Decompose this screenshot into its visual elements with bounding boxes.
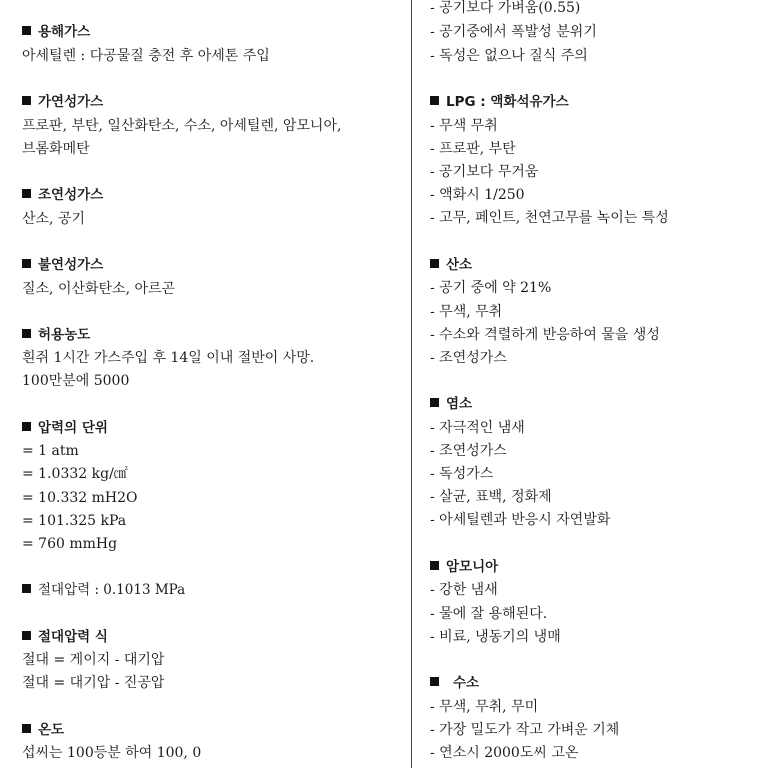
section-heading-dissolved-gas: 용해가스 — [22, 22, 90, 42]
section-line: - 공기보다 가벼움(0.55) — [430, 0, 581, 16]
square-bullet-icon — [430, 96, 439, 105]
section-line: = 1.0332 kg/㎠ — [22, 466, 128, 482]
section-line: 섭씨는 100등분 하여 100, 0 — [22, 745, 202, 761]
section-line: - 프로판, 부탄 — [430, 141, 516, 157]
square-bullet-icon — [430, 398, 439, 407]
section-line: 아세틸렌 : 다공물질 충전 후 아세톤 주입 — [22, 48, 270, 64]
square-bullet-icon — [22, 26, 31, 35]
section-heading-lpg: LPG : 액화석유가스 — [430, 92, 569, 112]
section-line: - 무색, 무취, 무미 — [430, 699, 539, 715]
section-line: = 10.332 mH2O — [22, 490, 138, 506]
section-heading-supporting-gas: 조연성가스 — [22, 185, 103, 205]
section-line: 흰쥐 1시간 가스주입 후 14일 이내 절반이 사망. — [22, 350, 315, 366]
column-divider — [411, 0, 412, 768]
section-line: - 공기보다 무거움 — [430, 164, 539, 180]
section-heading-pressure-units: 압력의 단위 — [22, 418, 108, 438]
square-bullet-icon — [22, 631, 31, 640]
section-line: - 아세틸렌과 반응시 자연발화 — [430, 512, 611, 528]
section-line: - 무색, 무취 — [430, 304, 503, 320]
section-line: = 101.325 kPa — [22, 513, 127, 529]
square-bullet-icon — [22, 724, 31, 733]
section-line: - 조연성가스 — [430, 350, 507, 366]
section-line: - 공기중에서 폭발성 분위기 — [430, 24, 597, 40]
square-bullet-icon — [22, 96, 31, 105]
section-line: 브롬화메탄 — [22, 141, 90, 157]
section-line: - 살균, 표백, 정화제 — [430, 489, 552, 505]
section-heading-oxygen: 산소 — [430, 255, 472, 275]
section-heading-chlorine: 염소 — [430, 394, 472, 414]
section-heading-nonflammable-gas: 불연성가스 — [22, 255, 103, 275]
section-line: 프로판, 부탄, 일산화탄소, 수소, 아세틸렌, 암모니아, — [22, 118, 342, 134]
square-bullet-icon — [430, 677, 439, 686]
section-line: 절대 = 게이지 - 대기압 — [22, 652, 165, 668]
section-line: - 비료, 냉동기의 냉매 — [430, 629, 561, 645]
section-line: - 액화시 1/250 — [430, 187, 525, 203]
section-line: - 물에 잘 용해된다. — [430, 606, 548, 622]
section-heading-allowable-concentration: 허용농도 — [22, 325, 90, 345]
section-line: - 수소와 격렬하게 반응하여 물을 생성 — [430, 327, 660, 343]
square-bullet-icon — [22, 189, 31, 198]
section-heading-ammonia: 암모니아 — [430, 557, 498, 577]
section-line: 산소, 공기 — [22, 211, 85, 227]
section-heading-absolute-pressure-formula: 절대압력 식 — [22, 627, 108, 647]
square-bullet-icon — [22, 584, 31, 593]
section-line: 질소, 이산화탄소, 아르곤 — [22, 281, 176, 297]
section-line: - 독성은 없으나 질식 주의 — [430, 48, 588, 64]
section-heading-flammable-gas: 가연성가스 — [22, 92, 103, 112]
section-line: - 연소시 2000도씨 고온 — [430, 745, 579, 761]
section-line: - 독성가스 — [430, 466, 494, 482]
section-line: = 1 atm — [22, 443, 79, 459]
section-line: - 고무, 페인트, 천연고무를 녹이는 특성 — [430, 210, 669, 226]
section-line: - 조연성가스 — [430, 443, 507, 459]
section-line: = 760 mmHg — [22, 536, 118, 552]
section-line: - 공기 중에 약 21% — [430, 280, 552, 296]
section-line: 100만분에 5000 — [22, 373, 130, 389]
section-line: - 무색 무취 — [430, 118, 498, 134]
section-line: 절대 = 대기압 - 진공압 — [22, 675, 165, 691]
section-line: - 강한 냄새 — [430, 582, 498, 598]
square-bullet-icon — [430, 259, 439, 268]
square-bullet-icon — [22, 422, 31, 431]
section-line: - 가장 밀도가 작고 가벼운 기체 — [430, 722, 620, 738]
square-bullet-icon — [22, 329, 31, 338]
square-bullet-icon — [430, 561, 439, 570]
section-line: - 자극적인 냄새 — [430, 420, 525, 436]
section-heading-temperature: 온도 — [22, 720, 64, 740]
section-heading-hydrogen: 수소 — [430, 673, 479, 693]
section-heading-absolute-pressure: 절대압력 : 0.1013 MPa — [22, 580, 185, 600]
square-bullet-icon — [22, 259, 31, 268]
